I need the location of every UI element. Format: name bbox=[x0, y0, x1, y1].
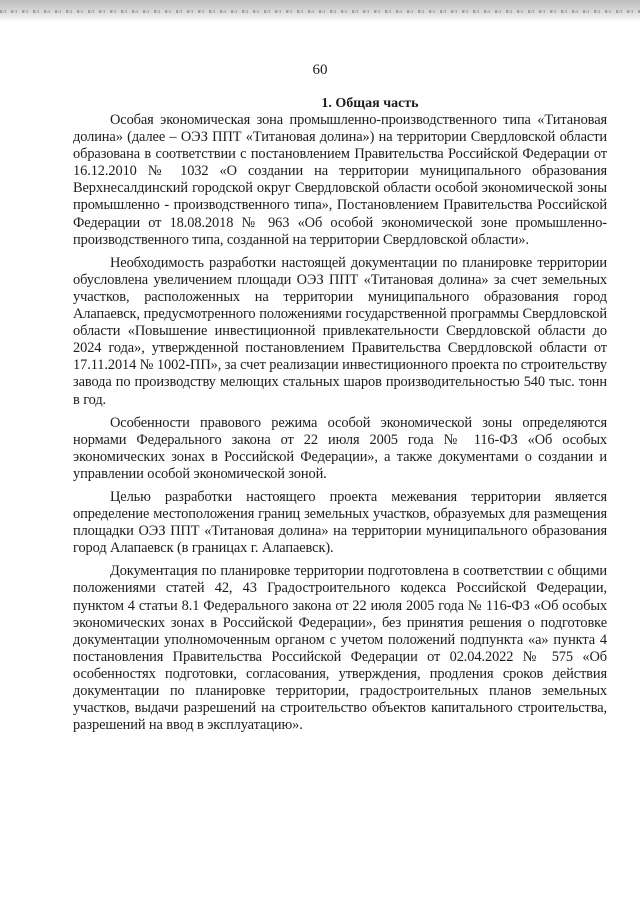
scan-noise-line bbox=[0, 10, 640, 13]
paragraph-5: Документация по планировке территории подготовлена в соответствии с общими положениями статей 42, 43 Градостроительного кодекса Российской Федерации, пунктом 4 статьи 8.1 Федерального закона от 22 июля 2005 года № 116-ФЗ «Об особых экономических зонах в Российской Федерации», без принятия решения о подготовке документации уполномоченным органом с учетом положений подпункта «а» пункта 4 постановления Правительства Российской Федерации от 02.04.2022 № 575 «Об особенностях подготовки, согласования, утверждения, продления сроков действия документации по планировке территории, градостроительных планов земельных участков, выдачи разрешений на строительство объектов капитального строительства, разрешений на ввод в эксплуатацию». bbox=[73, 563, 607, 734]
scan-edge-artifact bbox=[0, 0, 640, 22]
paragraph-4: Целью разработки настоящего проекта межевания территории является определение местоположения границ земельных участков, образуемых для размещения площадки ОЭЗ ППТ «Титановая долина» на территории муниципального образования город Алапаевск (в границах г. Алапаевск). bbox=[73, 488, 607, 557]
page-number: 60 bbox=[312, 62, 328, 78]
section-title: 1. Общая часть bbox=[321, 96, 419, 111]
paragraph-2: Необходимость разработки настоящей документации по планировке территории обусловлена увеличением площади ОЭЗ ППТ «Титановая долина» за счет земельных участков, расположенных на территории муниципального образования город Алапаевск, предусмотренного положениями государственной программы Свердловской области «Повышение инвестиционной привлекательности Свердловской области до 2024 года», утвержденной постановлением Правительства Свердловской области от 17.11.2014 № 1002-ПП», за счет реализации инвестиционного проекта по строительству завода по производству мелющих стальных шаров производительностью 540 тыс. тонн в год. bbox=[73, 254, 607, 408]
paragraph-3: Особенности правового режима особой экономической зоны определяются нормами Федерального закона от 22 июля 2005 года № 116-ФЗ «Об особых экономических зонах в Российской Федерации», а также документами о создании и управлении особой экономической зоной. bbox=[73, 414, 607, 482]
paragraph-1: Особая экономическая зона промышленно-производственного типа «Титановая долина» (далее – ОЭЗ ППТ «Титановая долина») на территории Свердловской области образована в соответствии с постановлением Правительства Российской Федерации от 16.12.2010 № 1032 «О создании на территории муниципального образования Верхнесалдинский городской округ Свердловской области особой экономической зоны промышленно - производственного типа», Постановлением Правительства Российской Федерации от 18.08.2018 № 963 «Об особой экономической зоне промышленно-производственного типа, созданной на территории Свердловской области». bbox=[73, 112, 607, 248]
document-body bbox=[73, 95, 607, 734]
